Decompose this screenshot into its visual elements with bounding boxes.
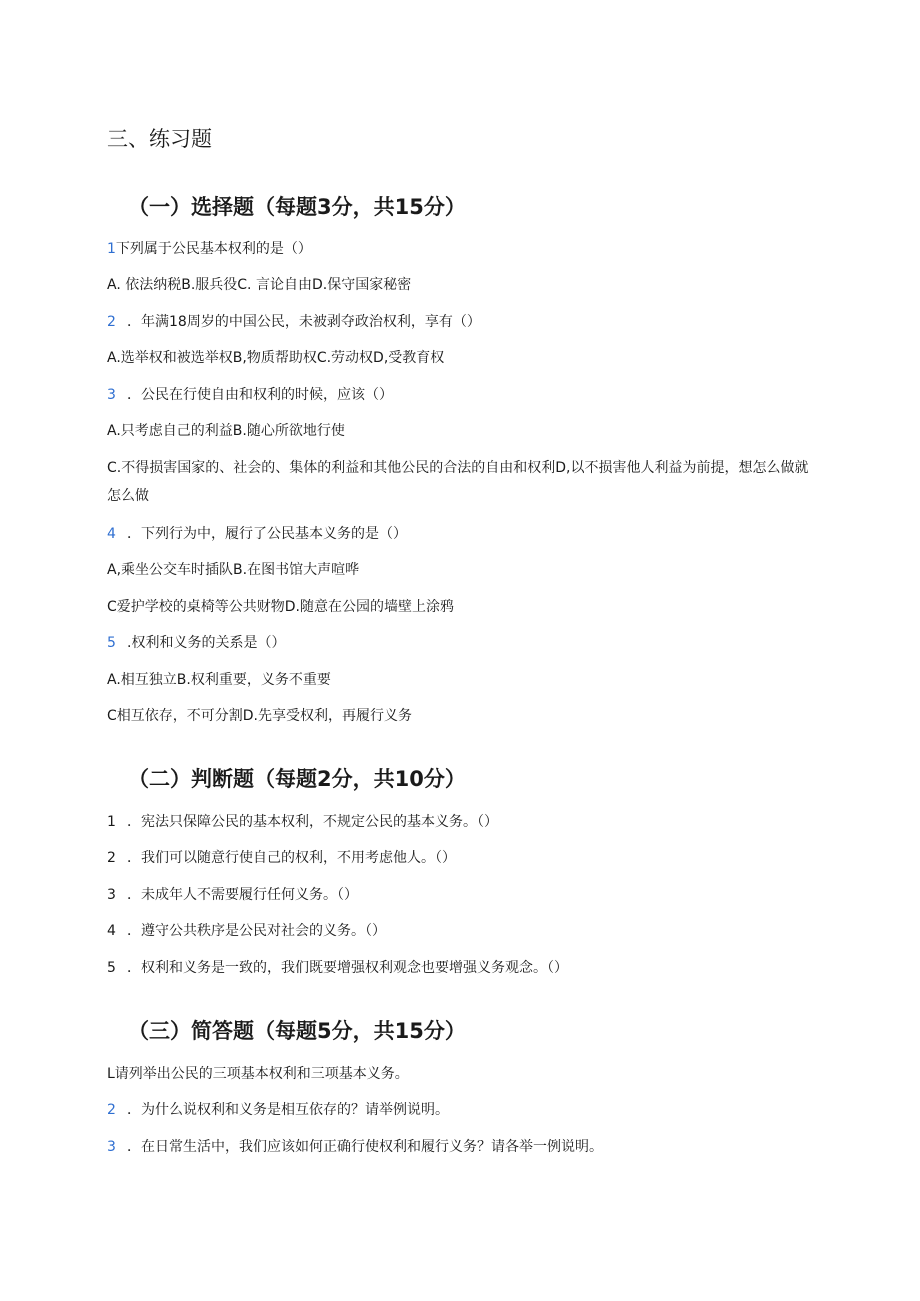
section-heading-choice: （一）选择题（每题3分，共15分） (128, 195, 466, 219)
question-text: ．在日常生活中，我们应该如何正确行使权利和履行义务？请各举一例说明。 (127, 1139, 603, 1155)
question-number: 5 (107, 960, 116, 976)
question-line (107, 848, 456, 868)
question-line (107, 958, 568, 978)
question-number: 3 (107, 387, 116, 403)
section-heading-short-answer: （三）简答题（每题5分，共15分） (128, 1019, 466, 1043)
answer-options-line: A. 依法纳税B.服兵役C. 言论自由D.保守国家秘密 (107, 277, 412, 293)
answer-options-line: A.相互独立B.权利重要，义务不重要 (107, 672, 331, 688)
question-text: .权利和义务的关系是（） (127, 635, 286, 651)
question-text: ．未成年人不需要履行任何义务。（） (127, 887, 358, 903)
question-line (107, 921, 386, 941)
answer-options-line: A.只考虑自己的利益B.随心所欲地行使 (107, 423, 345, 439)
question-text: ．下列行为中，履行了公民基本义务的是（） (127, 526, 407, 542)
answer-options-line: C.不得损害国家的、社会的、集体的利益和其他公民的合法的自由和权利D,以不损害他人利益为前提，想怎么做就怎么做 (107, 460, 809, 504)
question-line (107, 524, 407, 544)
question-line (107, 385, 393, 405)
question-text: ．宪法只保障公民的基本权利，不规定公民的基本义务。（） (127, 814, 498, 830)
question-text: 下列属于公民基本权利的是（） (115, 241, 312, 257)
question-number: 4 (107, 923, 116, 939)
question-text: ．遵守公共秩序是公民对社会的义务。（） (127, 923, 386, 939)
question-number: 2 (107, 314, 116, 330)
answer-options-line: C爱护学校的桌椅等公共财物D.随意在公园的墙壁上涂鸦 (107, 599, 455, 615)
question-text: ．年满18周岁的中国公民，未被剥夺政治权利，享有（） (127, 314, 481, 330)
question-text: ．公民在行使自由和权利的时候，应该（） (127, 387, 393, 403)
question-line: L请列举出公民的三项基本权利和三项基本义务。 (107, 1066, 409, 1082)
question-line (107, 1137, 603, 1157)
question-number: 1 (107, 814, 116, 830)
answer-options-line: C相互依存，不可分割D.先享受权利，再履行义务 (107, 708, 413, 724)
question-text: ．我们可以随意行使自己的权利，不用考虑他人。（） (127, 850, 456, 866)
question-line (107, 312, 481, 332)
question-line (107, 812, 498, 832)
question-number: 2 (107, 850, 116, 866)
question-number: 3 (107, 887, 116, 903)
question-text: ．为什么说权利和义务是相互依存的？请举例说明。 (127, 1102, 449, 1118)
question-line (107, 633, 285, 653)
answer-options-line: A,乘坐公交车时插队B.在图书馆大声喧哗 (107, 562, 360, 578)
question-line (107, 239, 312, 259)
question-number: 1 (107, 241, 116, 257)
page-title: 三、练习题 (107, 127, 212, 151)
section-heading-judgement: （二）判断题（每题2分，共10分） (128, 767, 466, 791)
answer-options-line: A.选举权和被选举权B,物质帮助权C.劳动权D,受教育权 (107, 350, 445, 366)
question-line (107, 885, 358, 905)
question-number: 3 (107, 1139, 116, 1155)
question-number: 4 (107, 526, 116, 542)
question-number: 2 (107, 1102, 116, 1118)
question-number: 5 (107, 635, 116, 651)
question-text: ．权利和义务是一致的，我们既要增强权利观念也要增强义务观念。（） (127, 960, 568, 976)
question-line (107, 1100, 449, 1120)
